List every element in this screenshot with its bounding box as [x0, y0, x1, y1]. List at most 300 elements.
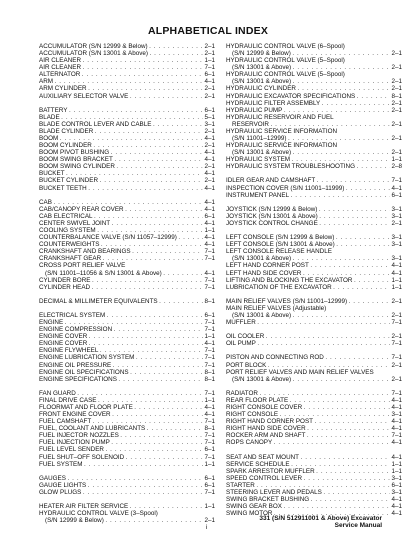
page-number: i — [206, 524, 208, 531]
index-entry — [39, 284, 215, 291]
dot-leader — [103, 255, 203, 262]
index-entry — [39, 418, 215, 425]
index-entry-label: HYDRAULIC CONTROL VALVE (5–Spool) — [226, 57, 345, 65]
index-entry-label: CAB ELECTRICAL — [39, 212, 93, 220]
index-entry — [39, 489, 215, 496]
dot-leader — [310, 262, 390, 269]
index-entry-page: 3–1 — [391, 411, 402, 419]
index-entry-page: 7–1 — [204, 453, 215, 461]
index-entry-label: HYDRAULIC CYLINDER — [226, 85, 296, 93]
index-entry-label: LEFT CONSOLE (S/N 12999 & Below) — [226, 234, 335, 242]
dot-leader — [100, 177, 203, 184]
index-entry — [39, 185, 215, 192]
index-entry — [39, 262, 215, 269]
section-gap — [39, 100, 215, 107]
index-entry — [39, 454, 215, 461]
dot-leader — [88, 482, 203, 489]
index-entry-page: 2–1 — [391, 64, 402, 72]
dot-leader — [112, 411, 203, 418]
index-entry-page: 4–1 — [391, 262, 402, 270]
index-entry-page: 1–1 — [391, 156, 402, 164]
index-entry-page: 2–1 — [204, 85, 215, 93]
dot-leader — [163, 270, 203, 277]
index-entry-page: 2–1 — [391, 311, 402, 319]
index-entry — [39, 270, 215, 277]
index-entry-page: 4–1 — [204, 241, 215, 249]
index-entry — [39, 57, 215, 64]
index-entry-label: MAIN RELIEF VALVES (S/N 11001–12999) — [226, 297, 348, 305]
index-entry — [39, 411, 215, 418]
index-entry — [39, 510, 215, 517]
dot-leader — [116, 163, 203, 170]
index-entry-label: (S/N 13001 & Above) — [232, 149, 292, 157]
index-entry-page: 6–1 — [204, 474, 215, 482]
index-entry — [226, 404, 402, 411]
dot-leader — [307, 425, 390, 432]
index-entry-page: 3–1 — [391, 234, 402, 242]
index-entry — [39, 362, 215, 369]
index-entry-page: 2–1 — [204, 50, 215, 58]
index-entry — [226, 425, 402, 432]
index-entry-label: CRANKSHAFT GEAR — [39, 255, 102, 263]
dot-leader — [107, 312, 203, 319]
index-entry-page: 4–1 — [204, 78, 215, 86]
index-entry-page: 4–1 — [204, 205, 215, 213]
section-gap — [39, 305, 215, 312]
index-entry-label: FUEL INJECTION PUMP — [39, 439, 110, 447]
index-entry-page: 1–1 — [204, 227, 215, 235]
index-entry — [39, 220, 215, 227]
dot-leader — [84, 461, 203, 468]
dot-leader — [307, 432, 390, 439]
dot-leader — [132, 248, 203, 255]
index-entry — [39, 503, 215, 510]
index-entry-label: BOOM SWING CYLINDER — [39, 163, 115, 171]
index-entry — [226, 270, 402, 277]
index-entry — [39, 376, 215, 383]
dot-leader — [114, 326, 203, 333]
index-entry-page: 8–1 — [391, 92, 402, 100]
dot-leader — [322, 100, 390, 107]
index-entry — [39, 149, 215, 156]
index-entry-label: LEFT HAND SIDE COVER — [226, 269, 302, 277]
index-entry — [226, 114, 402, 121]
index-entry — [39, 333, 215, 340]
dot-leader — [266, 333, 390, 340]
index-entry — [39, 517, 215, 524]
index-entry-label: CYLINDER BORE — [39, 276, 91, 284]
index-entry — [226, 262, 402, 269]
index-entry — [39, 93, 215, 100]
index-entry-label: BLADE CYLINDER — [39, 127, 94, 135]
index-entry-label: HYDRAULIC CONTROL VALVE (3–Spool) — [39, 510, 158, 518]
index-entry-label: FUEL CAMSHAFT — [39, 418, 92, 426]
index-entry-label: ACCUMULATOR (S/N 13001 & Above) — [39, 50, 148, 58]
index-entry-label: BUCKET — [39, 170, 65, 178]
index-entry-label: ENGINE COVER — [39, 333, 88, 341]
dot-leader — [134, 404, 203, 411]
index-entry-page: 4–1 — [204, 219, 215, 227]
index-entry-page: 2–1 — [391, 50, 402, 58]
index-entry — [226, 298, 402, 305]
dot-leader — [293, 255, 390, 262]
index-entry-label: FAN GUARD — [39, 389, 76, 397]
dot-leader — [333, 284, 390, 291]
index-entry — [39, 277, 215, 284]
index-entry-label: INSTRUMENT PANEL — [226, 191, 290, 199]
manual-type: Service Manual — [334, 522, 382, 529]
index-entry — [39, 206, 215, 213]
index-entry — [226, 277, 402, 284]
index-entry-label: SWING BRACKET BUSHING — [226, 496, 310, 503]
index-entry-label: PISTON AND CONNECTING ROD — [226, 354, 324, 362]
index-entry-label: SEAT AND SEAT MOUNT — [226, 453, 300, 461]
index-entry-label: CAB — [39, 198, 52, 206]
index-entry-page: 2–1 — [391, 375, 402, 383]
page-title: ALPHABETICAL INDEX — [147, 25, 269, 37]
index-entry — [226, 156, 402, 163]
dot-leader — [290, 397, 390, 404]
index-entry-page: 4–1 — [391, 403, 402, 411]
dot-leader — [316, 468, 390, 475]
index-entry — [226, 100, 402, 107]
index-entry-label: RESERVOIR — [232, 120, 269, 128]
index-entry — [226, 121, 402, 128]
index-entry — [39, 397, 215, 404]
dot-leader — [61, 114, 203, 121]
index-entry-label: HEATER AIR FILTER SERVICE — [39, 503, 129, 511]
dot-leader — [130, 369, 203, 376]
index-entry — [39, 298, 215, 305]
index-entry-label: (S/N 11001–12999) — [232, 135, 287, 143]
dot-leader — [159, 298, 203, 305]
index-entry — [226, 411, 402, 418]
index-entry-page: 4–1 — [204, 198, 215, 206]
index-entry — [39, 107, 215, 114]
index-entry — [226, 128, 402, 135]
index-entry — [39, 439, 215, 446]
index-entry — [39, 114, 215, 121]
dot-leader — [284, 107, 390, 114]
dot-leader — [274, 439, 390, 446]
dot-leader — [67, 475, 203, 482]
dot-leader — [317, 177, 390, 184]
index-entry-page: 1–1 — [391, 467, 402, 475]
index-entry-label: SERVICE SCHEDULE — [226, 460, 290, 468]
dot-leader — [292, 50, 390, 57]
dot-leader — [336, 241, 390, 248]
index-entry-page: 8–1 — [204, 425, 215, 433]
index-entry — [39, 347, 215, 354]
index-entry-label: BATTERY — [39, 106, 68, 114]
index-entry-label: JOYSTICK (S/N 12999 & Below) — [226, 205, 318, 213]
index-entry-page: 6–1 — [204, 446, 215, 454]
index-entry-label: SPEED CONTROL LEVER — [226, 474, 303, 482]
index-entry-label: ENGINE COVER — [39, 340, 88, 348]
index-entry-label: CYLINDER HEAD — [39, 283, 91, 291]
dot-leader — [319, 206, 390, 213]
index-entry — [226, 475, 402, 482]
index-entry-page: 7–1 — [391, 432, 402, 440]
dot-leader — [95, 128, 203, 135]
index-entry-page: 7–1 — [204, 488, 215, 496]
index-entry-page: 2–1 — [204, 92, 215, 100]
dot-leader — [88, 85, 203, 92]
index-entry-label: ARM CYLINDER — [39, 85, 87, 93]
section-gap — [39, 192, 215, 199]
index-entry-label: IDLER GEAR AND CAMSHAFT — [226, 177, 316, 185]
index-entry-page: 6–1 — [204, 311, 215, 319]
index-entry-page: 2–1 — [391, 85, 402, 93]
index-entry — [226, 206, 402, 213]
dot-leader — [53, 199, 203, 206]
index-entry-page: 2–1 — [204, 163, 215, 171]
index-entry-page: 7–1 — [204, 64, 215, 72]
index-entry-label: HYDRAULIC SERVICE INFORMATION — [226, 127, 338, 135]
index-entry-page: 6–1 — [204, 212, 215, 220]
index-entry — [226, 362, 402, 369]
index-entry — [226, 78, 402, 85]
index-entry-page: 2–1 — [391, 333, 402, 341]
index-entry-page: 7–1 — [204, 255, 215, 263]
index-entry-label: ROCKER ARM AND SHAFT — [226, 432, 306, 440]
index-entry-label: (S/N 12999 & Below) — [232, 50, 291, 58]
index-entry — [39, 135, 215, 142]
index-entry — [226, 163, 402, 170]
dot-leader — [336, 234, 390, 241]
index-entry-label: ARM — [39, 78, 53, 86]
index-entry-page: 2–1 — [391, 106, 402, 114]
index-entry — [226, 319, 402, 326]
index-entry-page: 2–1 — [204, 142, 215, 150]
index-entry-label: ENGINE LUBRICATION SYSTEM — [39, 354, 135, 362]
index-entry-page: 7–1 — [204, 439, 215, 447]
index-entry — [39, 241, 215, 248]
index-entry — [226, 142, 402, 149]
index-entry-label: FUEL, COOLANT AND LUBRICANTS — [39, 425, 146, 433]
section-gap — [226, 383, 402, 390]
index-entry-label: LEFT CONSOLE RELEASE HANDLE — [226, 248, 332, 256]
section-gap — [226, 291, 402, 298]
index-entry-label: LUBRICATION OF THE EXCAVATOR — [226, 283, 332, 291]
index-entry-page: 2–1 — [391, 297, 402, 305]
index-entry — [226, 418, 402, 425]
index-entry — [39, 234, 215, 241]
dot-leader — [291, 192, 390, 199]
dot-leader — [65, 319, 203, 326]
index-entry — [39, 369, 215, 376]
dot-leader — [304, 404, 390, 411]
dot-leader — [293, 78, 390, 85]
section-gap — [226, 199, 402, 206]
index-entry-page: 1–1 — [391, 283, 402, 291]
index-entry-label: COOLING SYSTEM — [39, 227, 96, 235]
index-entry-page: 4–1 — [391, 439, 402, 447]
index-entry-page: 1–1 — [204, 460, 215, 468]
dot-leader — [304, 475, 390, 482]
dot-leader — [149, 43, 203, 50]
index-entry-label: GLOW PLUGS — [39, 488, 82, 496]
index-entry-page: 7–1 — [204, 347, 215, 355]
index-entry-page: 7–1 — [204, 389, 215, 397]
index-entry — [39, 227, 215, 234]
index-entry-label: ENGINE SPECIFICATIONS — [39, 375, 117, 383]
index-entry-label: RIGHT HAND SIDE COVER — [226, 425, 306, 433]
index-entry-page: 1–1 — [204, 396, 215, 404]
index-entry — [39, 64, 215, 71]
dot-leader — [89, 333, 203, 340]
index-entry — [226, 390, 402, 397]
dot-leader — [111, 439, 203, 446]
dot-leader — [101, 241, 203, 248]
index-entry — [226, 333, 402, 340]
section-gap — [226, 347, 402, 354]
index-entry — [39, 255, 215, 262]
dot-leader — [105, 446, 203, 453]
index-entry-page: 4–1 — [391, 418, 402, 426]
index-entry-label: (S/N 13001 & Above) — [232, 375, 292, 383]
index-entry-page: 7–1 — [204, 248, 215, 256]
section-gap — [39, 468, 215, 475]
index-entry — [226, 220, 402, 227]
index-entry — [39, 128, 215, 135]
section-gap — [39, 291, 215, 298]
index-entry — [226, 503, 402, 510]
index-entry-page: 4–1 — [391, 184, 402, 192]
index-entry — [226, 248, 402, 255]
dot-leader — [311, 496, 390, 503]
index-entry — [226, 255, 402, 262]
index-entry-label: ENGINE FLYWHEEL — [39, 347, 99, 355]
dot-leader — [93, 418, 203, 425]
index-entry-page: 7–1 — [391, 340, 402, 348]
index-entry — [39, 85, 215, 92]
dot-leader — [293, 376, 390, 383]
index-entry-label: BOOM — [39, 135, 59, 143]
index-entry — [39, 319, 215, 326]
index-entry-label: (S/N 13001 & Above) — [232, 78, 292, 86]
index-column-left — [39, 43, 215, 524]
index-entry-page: 2–1 — [391, 361, 402, 369]
index-entry — [226, 234, 402, 241]
dot-leader — [55, 78, 203, 85]
index-entry-label: ROPS CANOPY — [226, 439, 273, 447]
dot-leader — [77, 390, 203, 397]
dot-leader — [319, 220, 390, 227]
dot-leader — [92, 284, 203, 291]
index-entry-page: 6–1 — [204, 71, 215, 79]
index-entry-label: CROSS PORT RELIEF VALVE — [39, 262, 126, 270]
index-entry-label: CENTER SWIVEL JOINT — [39, 219, 111, 227]
index-entry-label: JOYSTICK (S/N 13001 & Above) — [226, 212, 318, 220]
index-entry — [226, 439, 402, 446]
index-entry-page: 6–1 — [391, 481, 402, 489]
index-entry — [39, 50, 215, 57]
dot-leader — [89, 340, 203, 347]
index-entry-page: 4–1 — [391, 453, 402, 461]
index-entry — [226, 177, 402, 184]
dot-leader — [82, 71, 203, 78]
index-entry — [39, 340, 215, 347]
index-entry — [226, 461, 402, 468]
index-entry-label: INSPECTION COVER (S/N 11001–11999) — [226, 184, 345, 192]
index-entry-page: 4–1 — [204, 184, 215, 192]
dot-leader — [66, 170, 203, 177]
index-entry-page: 7–1 — [391, 354, 402, 362]
index-entry-label: BOOM PIVOT BUSHING — [39, 149, 110, 157]
index-entry-page: 4–1 — [204, 411, 215, 419]
dot-leader — [92, 277, 203, 284]
index-entry — [226, 354, 402, 361]
index-entry-label: RIGHT CONSOLE — [226, 411, 279, 419]
section-gap — [226, 326, 402, 333]
index-entry — [39, 432, 215, 439]
index-entry-page: 3–1 — [391, 255, 402, 263]
index-entry-label: CAB/CANOPY REAR COVER — [39, 205, 124, 213]
index-entry-page: 7–1 — [391, 177, 402, 185]
index-entry — [226, 284, 402, 291]
dot-leader — [93, 142, 203, 149]
index-entry-page: 7–1 — [204, 326, 215, 334]
index-entry-page: 4–1 — [391, 396, 402, 404]
index-entry-page: 3–1 — [391, 212, 402, 220]
section-gap — [39, 496, 215, 503]
index-entry-label: MUFFLER — [226, 319, 256, 327]
index-entry-label: BOOM SWING BRACKET — [39, 156, 113, 164]
index-entry-page: 1–1 — [391, 460, 402, 468]
dot-leader — [257, 340, 390, 347]
index-entry-label: ELECTRICAL SYSTEM — [39, 311, 106, 319]
index-entry-page: 4–1 — [204, 403, 215, 411]
index-entry-page: 7–1 — [204, 283, 215, 291]
index-entry — [226, 93, 402, 100]
index-entry — [39, 404, 215, 411]
dot-leader — [268, 362, 390, 369]
index-entry-page: 7–1 — [204, 418, 215, 426]
dot-leader — [149, 50, 203, 57]
index-entry-label: CRANKSHAFT AND BEARINGS — [39, 248, 131, 256]
index-entry-label: ENGINE OIL PRESSURE — [39, 361, 112, 369]
index-entry-page: 6–1 — [204, 106, 215, 114]
index-entry-label: DECIMAL & MILLIMETER EQUIVALENTS — [39, 297, 158, 305]
index-entry-page: 7–1 — [391, 389, 402, 397]
dot-leader — [301, 454, 390, 461]
index-entry — [39, 482, 215, 489]
dot-leader — [357, 93, 390, 100]
dot-leader — [315, 418, 390, 425]
index-entry-page: 4–1 — [204, 156, 215, 164]
index-entry — [39, 177, 215, 184]
index-entry-label: OIL COOLER — [226, 333, 265, 341]
index-entry — [39, 163, 215, 170]
dot-leader — [97, 227, 203, 234]
index-entry-page: 3–1 — [391, 488, 402, 496]
index-entry-page: 3–1 — [391, 205, 402, 213]
dot-leader — [257, 319, 390, 326]
index-entry — [226, 305, 402, 312]
index-entry-page: 4–1 — [204, 170, 215, 178]
index-entry-page: 4–1 — [204, 340, 215, 348]
index-entry-label: BLADE — [39, 113, 60, 121]
index-entry — [226, 312, 402, 319]
index-entry-label: ALTERNATOR — [39, 71, 81, 79]
index-entry-label: HYDRAULIC RESERVOIR AND FUEL — [226, 113, 334, 121]
manual-footer — [259, 515, 382, 529]
index-entry — [39, 142, 215, 149]
index-entry — [226, 432, 402, 439]
dot-leader — [100, 347, 203, 354]
index-entry-page: 7–1 — [204, 276, 215, 284]
